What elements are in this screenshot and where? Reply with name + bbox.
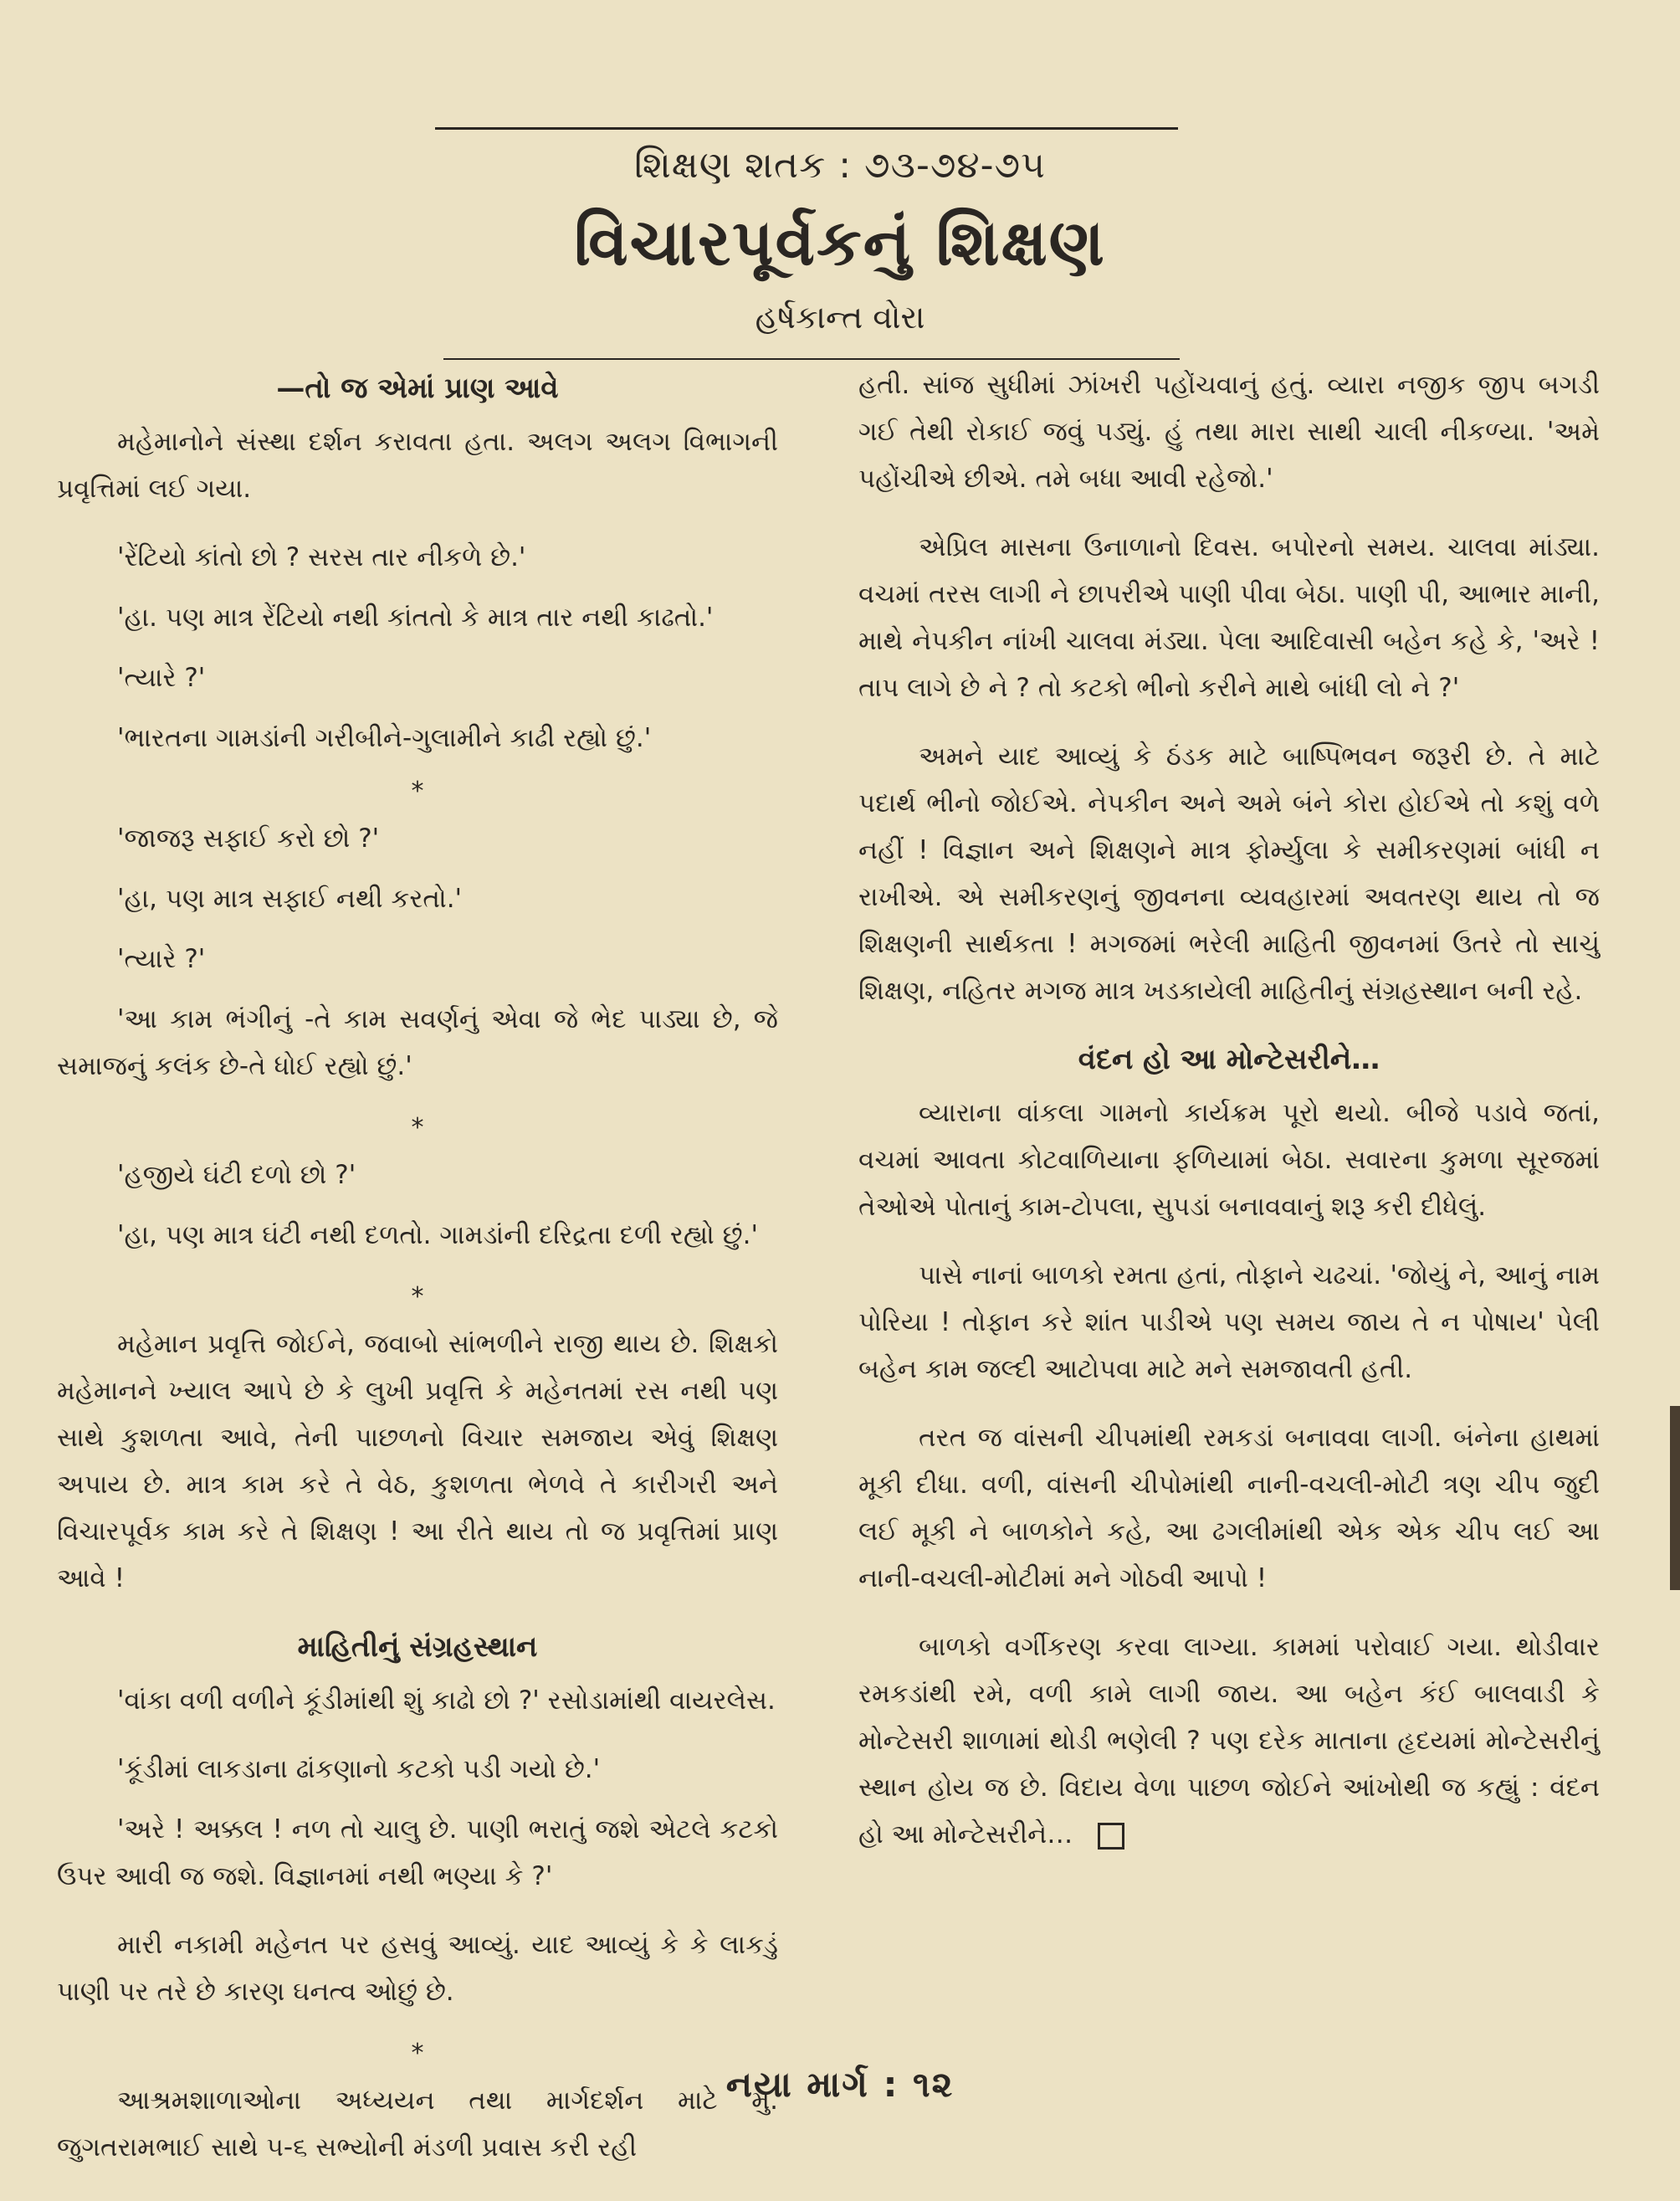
body-paragraph: વ્યારાના વાંકલા ગામનો કાર્યક્રમ પૂરો થયો. બીજે પડાવે જતાં, વચમાં આવતા કોટવાળિયાના ફળિયામાં બેઠા. સવારના કુમળા સૂરજમાં તેઓએ પોતાનું કામ-ટોપલા, સુપડાં બનાવવાનું શરૂ કરી દીધેલું. (858, 1098, 1600, 1222)
body-paragraph (858, 1624, 1600, 1858)
dialogue-line: 'હા. પણ માત્ર રેંટિયો નથી કાંતતો કે માત્ર તાર નથી કાઢતો.' (117, 603, 714, 633)
dialogue-line: 'કૂંડીમાં લાકડાના ઢાંકણાનો કટકો પડી ગયો છે.' (117, 1754, 601, 1784)
body-paragraph: મારી નકામી મહેનત પર હસવું આવ્યું. યાદ આવ્યું કે કે લાકડું પાણી પર તરે છે કારણ ઘનત્વ ઓછું છે. (57, 1930, 778, 2007)
body-paragraph: એપ્રિલ માસના ઉનાળાનો દિવસ. બપોરનો સમય. ચાલવા માંડ્યા. વચમાં તરસ લાગી ને છાપરીએ પાણી પીવા બેઠા. પાણી પી, આભાર માની, માથે નેપકીન નાંખી ચાલવા મંડ્યા. પેલા આદિવાસી બહેન કહે કે, 'અરે ! તાપ લાગે છે ને ? તો કટકો ભીનો કરીને માથે બાંધી લો ને ?' (858, 532, 1600, 703)
article-title: વિચારપૂર્વકનું શિક્ષણ (574, 205, 1106, 280)
header-divider (443, 358, 1180, 360)
series-heading: શિક્ષણ શતક : ૭૩-૭૪-૭૫ (633, 144, 1047, 187)
dialogue-line: 'હા, પણ માત્ર ઘંટી નથી દળતો. ગામડાંની દરિદ્રતા દળી રહ્યો છું.' (117, 1220, 758, 1250)
section-heading-montessori: વંદન હો આ મોન્ટેસરીને… (1078, 1043, 1380, 1076)
section-heading-sangrahsthan: માહિતીનું સંગ્રહસ્થાન (297, 1630, 538, 1664)
dialogue-line: 'ત્યારે ?' (117, 663, 206, 693)
body-paragraph: અમને યાદ આવ્યું કે ઠંડક માટે બાષ્પિભવન જરૂરી છે. તે માટે પદાર્થ ભીનો જોઈએ. નેપકીન અને અમે બંને કોરા હોઈએ તો કશું વળે નહીં ! વિજ્ઞાન અને શિક્ષણને માત્ર ફોર્મ્યુલા કે સમીકરણમાં બાંધી ન રાખીએ. એ સમીકરણનું જીવનના વ્યવહારમાં અવતરણ થાય તો જ શિક્ષણની સાર્થકતા ! મગજમાં ભરેલી માહિતી જીવનમાં ઉતરે તો સાચું શિક્ષણ, નહિતર મગજ માત્ર ખડકાયેલી માહિતીનું સંગ્રહસ્થાન બની રહે. (858, 741, 1600, 1006)
star-separator: * (411, 1282, 424, 1311)
left-column (57, 362, 778, 2193)
dialogue-line: 'આ કામ ભંગીનું -તે કામ સવર્ણનું એવા જે ભેદ પાડ્યા છે, જે સમાજનું કલંક છે-તે ધોઈ રહ્યો છું.' (57, 1004, 778, 1081)
closing-text: બાળકો વર્ગીકરણ કરવા લાગ્યા. કામમાં પરોવાઈ ગયા. થોડીવાર રમકડાંથી રમે, વળી કામે લાગી જાય. આ બહેન કંઈ બાલવાડી કે મોન્ટેસરી શાળામાં થોડી ભણેલી ? પણ દરેક માતાના હૃદયમાં મોન્ટેસરીનું સ્થાન હોય જ છે. વિદાય વેળા પાછળ જોઈને આંખોથી જ કહ્યું : વંદન હો આ મોન્ટેસરીને… (858, 1632, 1600, 1850)
body-paragraph: પાસે નાનાં બાળકો રમતા હતાં, તોફાને ચઢચાં. 'જોયું ને, આનું નામ પોરિયા ! તોફાન કરે શાંત પાડીએ પણ સમય જાય તે ન પોષાય' પેલી બહેન કામ જલ્દી આટોપવા માટે મને સમજાવતી હતી. (858, 1260, 1600, 1384)
dialogue-line: 'ભારતના ગામડાંની ગરીબીને-ગુલામીને કાઢી રહ્યો છું.' (117, 723, 652, 753)
dialogue-line: 'ત્યારે ?' (117, 944, 206, 974)
right-column (858, 362, 1600, 1880)
body-paragraph: હતી. સાંજ સુધીમાં ઝાંખરી પહોંચવાનું હતું. વ્યારા નજીક જીપ બગડી ગઈ તેથી રોકાઈ જવું પડ્યું. હું તથા મારા સાથી ચાલી નીકળ્યા. 'અમે પહોંચીએ છીએ. તમે બધા આવી રહેજો.' (858, 370, 1600, 494)
intro-paragraph: મહેમાનોને સંસ્થા દર્શન કરાવતા હતા. અલગ અલગ વિભાગની પ્રવૃત્તિમાં લઈ ગયા. (57, 427, 778, 504)
page-footer: નયા માર્ગ : ૧૨ (725, 2064, 955, 2105)
dialogue-line: 'હજીયે ઘંટી દળો છો ?' (117, 1160, 356, 1190)
top-rule (435, 127, 1178, 130)
star-separator: * (411, 1113, 424, 1142)
section-heading-prana: —તો જ એમાં પ્રાણ આવે (276, 372, 559, 405)
dialogue-line: 'જાજરૂ સફાઈ કરો છો ?' (117, 823, 380, 854)
dialogue-line: 'રેંટિયો કાંતો છો ? સરસ તાર નીકળે છે.' (117, 542, 526, 572)
star-separator: * (411, 777, 424, 806)
body-paragraph: તરત જ વાંસની ચીપમાંથી રમકડાં બનાવવા લાગી. બંનેના હાથમાં મૂકી દીધા. વળી, વાંસની ચીપોમાંથી નાની-વચલી-મોટી ત્રણ ચીપ જુદી લઈ મૂકી ને બાળકોને કહે, આ ઢગલીમાંથી એક એક ચીપ લઈ આ નાની-વચલી-મોટીમાં મને ગોઠવી આપો ! (858, 1423, 1600, 1593)
dialogue-line: 'હા, પણ માત્ર સફાઈ નથી કરતો.' (117, 884, 463, 914)
end-mark-square-icon (1098, 1823, 1124, 1850)
body-paragraph: મહેમાન પ્રવૃત્તિ જોઈને, જવાબો સાંભળીને રાજી થાય છે. શિક્ષકો મહેમાનને ખ્યાલ આપે છે કે લુખી પ્રવૃત્તિ કે મહેનતમાં રસ નથી પણ સાથે કુશળતા આવે, તેની પાછળનો વિચાર સમજાય એવું શિક્ષણ અપાય છે. માત્ર કામ કરે તે વેઠ, કુશળતા ભેળવે તે કારીગરી અને વિચારપૂર્વક કામ કરે તે શિક્ષણ ! આ રીતે થાય તો જ પ્રવૃત્તિમાં પ્રાણ આવે ! (57, 1329, 778, 1593)
dialogue-line: 'વાંકા વળી વળીને કૂંડીમાંથી શું કાઢો છો ?' રસોડામાંથી વાયરલેસ. (117, 1685, 776, 1716)
torn-edge (1670, 1406, 1680, 1590)
dialogue-line: 'અરે ! અક્કલ ! નળ તો ચાલુ છે. પાણી ભરાતું જશે એટલે કટકો ઉપર આવી જ જશે. વિજ્ઞાનમાં નથી ભણ્યા કે ?' (57, 1814, 778, 1891)
author-name: હર્ષકાન્ત વોરા (755, 299, 925, 336)
body-paragraph: આશ્રમશાળાઓના અધ્યયન તથા માર્ગદર્શન માટે મુ. જુગતરામભાઈ સાથે ૫-૬ સભ્યોની મંડળી પ્રવાસ કરી રહી (57, 2086, 778, 2163)
star-separator: * (411, 2039, 424, 2068)
